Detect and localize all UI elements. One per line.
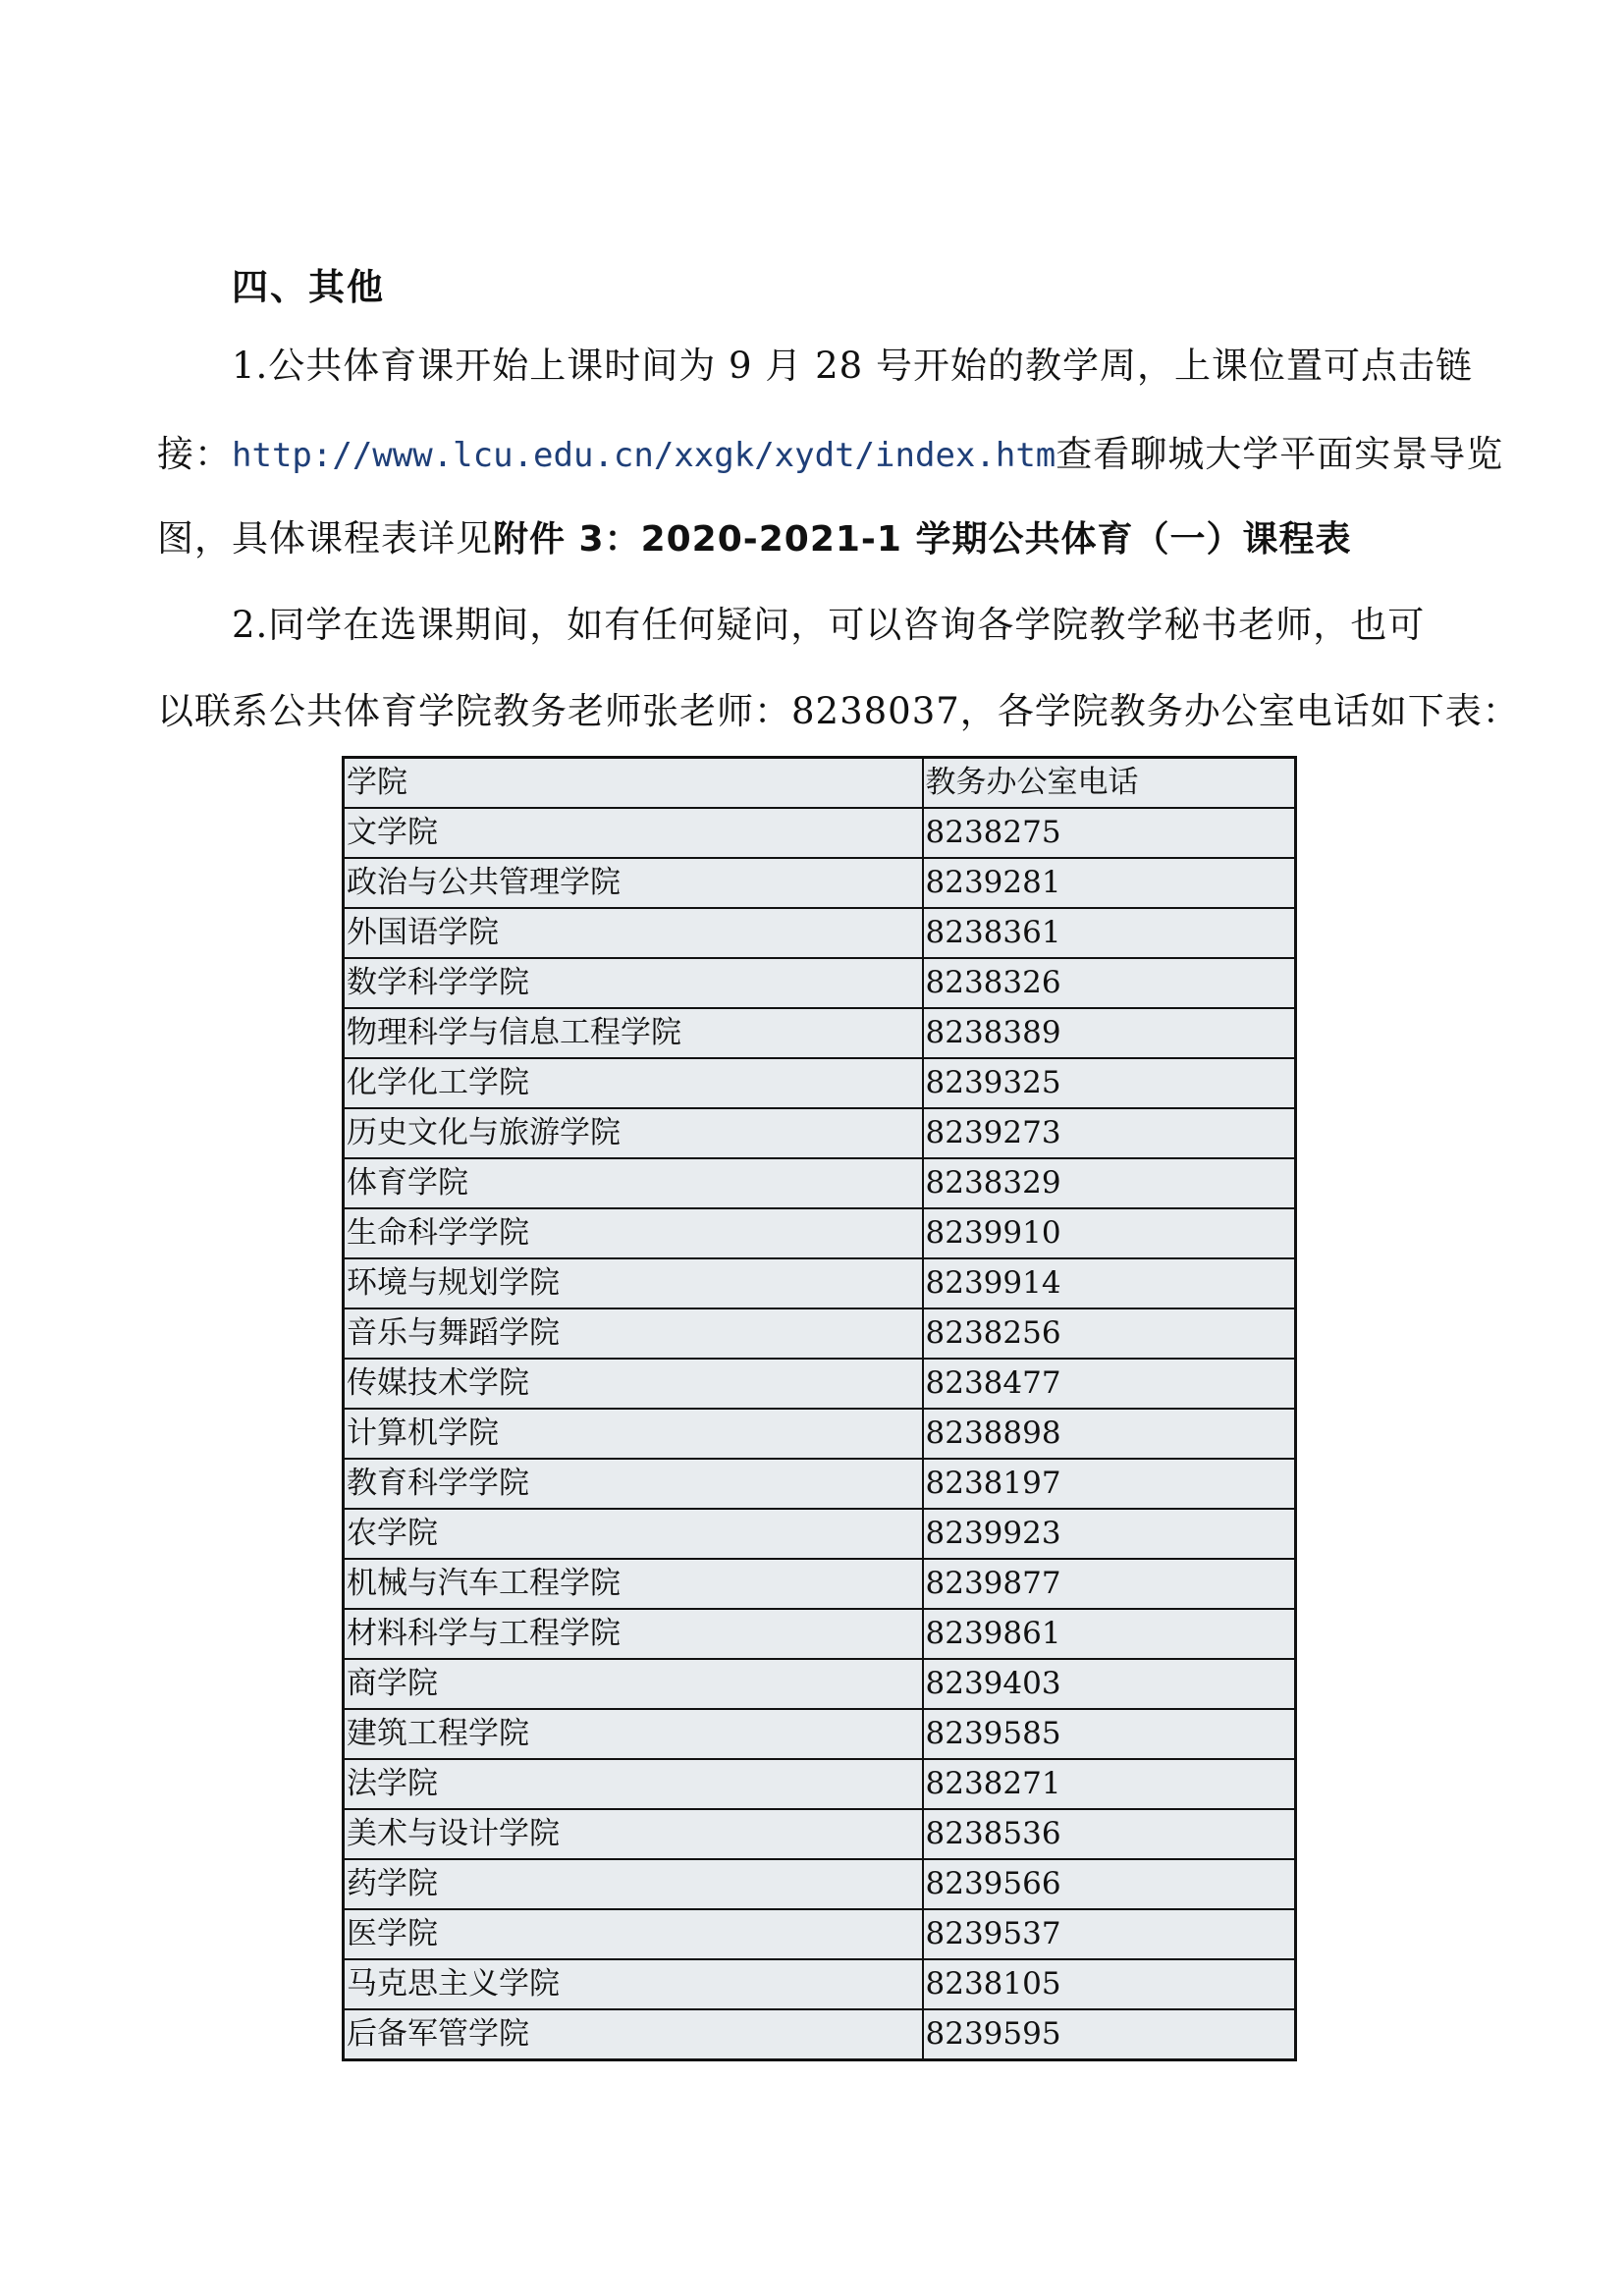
header-phone: 教务办公室电话	[923, 758, 1296, 809]
college-name-cell: 法学院	[344, 1759, 923, 1809]
table-row	[344, 808, 1296, 858]
para2-line2: 以联系公共体育学院教务老师张老师：8238037，各学院教务办公室电话如下表：	[157, 690, 1520, 732]
table-row	[344, 1359, 1296, 1409]
phone-cell: 8239585	[923, 1709, 1296, 1759]
college-name-cell: 商学院	[344, 1659, 923, 1709]
phone-cell: 8238105	[923, 1959, 1296, 2009]
para1-line1: 1.公共体育课开始上课时间为 9 月 28 号开始的教学周，上课位置可点击链	[232, 345, 1473, 387]
table-row	[344, 1409, 1296, 1459]
table-row	[344, 1058, 1296, 1108]
para1-line2-suffix: 查看聊城大学平面实景导览	[1056, 433, 1504, 475]
college-name-cell: 历史文化与旅游学院	[344, 1108, 923, 1158]
phone-cell: 8238389	[923, 1008, 1296, 1058]
table-row	[344, 1709, 1296, 1759]
college-name-cell: 计算机学院	[344, 1409, 923, 1459]
table-header-row	[344, 758, 1296, 809]
college-name-cell: 物理科学与信息工程学院	[344, 1008, 923, 1058]
college-name-cell: 材料科学与工程学院	[344, 1609, 923, 1659]
table-row	[344, 908, 1296, 958]
table-row	[344, 1008, 1296, 1058]
college-name-cell: 化学化工学院	[344, 1058, 923, 1108]
table-row	[344, 1559, 1296, 1609]
college-name-cell: 传媒技术学院	[344, 1359, 923, 1409]
college-name-cell: 机械与汽车工程学院	[344, 1559, 923, 1609]
college-name-cell: 教育科学学院	[344, 1459, 923, 1509]
phone-cell: 8239923	[923, 1509, 1296, 1559]
college-name-cell: 体育学院	[344, 1158, 923, 1208]
table-row	[344, 1759, 1296, 1809]
office-phone-table	[342, 756, 1297, 2061]
header-college: 学院	[344, 758, 923, 809]
phone-cell: 8239914	[923, 1258, 1296, 1308]
para1-line3	[157, 514, 1351, 564]
phone-cell: 8238275	[923, 808, 1296, 858]
phone-cell: 8238197	[923, 1459, 1296, 1509]
table-row	[344, 1258, 1296, 1308]
phone-cell: 8238326	[923, 958, 1296, 1008]
phone-cell: 8239877	[923, 1559, 1296, 1609]
college-name-cell: 音乐与舞蹈学院	[344, 1308, 923, 1359]
college-name-cell: 建筑工程学院	[344, 1709, 923, 1759]
table-row	[344, 1609, 1296, 1659]
college-name-cell: 美术与设计学院	[344, 1809, 923, 1859]
college-name-cell: 农学院	[344, 1509, 923, 1559]
college-name-cell: 药学院	[344, 1859, 923, 1909]
table-row	[344, 1959, 1296, 2009]
phone-cell: 8238898	[923, 1409, 1296, 1459]
college-name-cell: 外国语学院	[344, 908, 923, 958]
phone-cell: 8239861	[923, 1609, 1296, 1659]
para1-line3-prefix: 图，具体课程表详见	[157, 517, 493, 560]
campus-map-link[interactable]: http://www.lcu.edu.cn/xxgk/xydt/index.htm	[232, 436, 1056, 475]
para1-line2	[157, 430, 1503, 480]
college-name-cell: 数学科学学院	[344, 958, 923, 1008]
table-row	[344, 1809, 1296, 1859]
phone-cell: 8239595	[923, 2009, 1296, 2060]
college-name-cell: 后备军管学院	[344, 2009, 923, 2060]
college-name-cell: 文学院	[344, 808, 923, 858]
phone-cell: 8238256	[923, 1308, 1296, 1359]
college-name-cell: 政治与公共管理学院	[344, 858, 923, 908]
college-name-cell: 生命科学学院	[344, 1208, 923, 1258]
para1-line2-prefix: 接：	[157, 433, 232, 475]
section-heading: 四、其他	[232, 266, 385, 308]
phone-cell: 8238536	[923, 1809, 1296, 1859]
phone-cell: 8238361	[923, 908, 1296, 958]
attachment-reference: 附件 3：2020-2021-1 学期公共体育（一）课程表	[493, 519, 1352, 560]
phone-cell: 8239537	[923, 1909, 1296, 1959]
table-row	[344, 2009, 1296, 2060]
table-row	[344, 1909, 1296, 1959]
table-row	[344, 1509, 1296, 1559]
phone-cell: 8238477	[923, 1359, 1296, 1409]
phone-cell: 8239325	[923, 1058, 1296, 1108]
table-row	[344, 1208, 1296, 1258]
phone-cell: 8239566	[923, 1859, 1296, 1909]
table-row	[344, 1308, 1296, 1359]
table-row	[344, 1659, 1296, 1709]
table-row	[344, 1459, 1296, 1509]
phone-cell: 8239910	[923, 1208, 1296, 1258]
phone-cell: 8239403	[923, 1659, 1296, 1709]
table-row	[344, 958, 1296, 1008]
phone-cell: 8238329	[923, 1158, 1296, 1208]
table-row	[344, 858, 1296, 908]
college-name-cell: 环境与规划学院	[344, 1258, 923, 1308]
table-row	[344, 1108, 1296, 1158]
table-row	[344, 1158, 1296, 1208]
phone-cell: 8238271	[923, 1759, 1296, 1809]
college-name-cell: 医学院	[344, 1909, 923, 1959]
para2-line1: 2.同学在选课期间，如有任何疑问，可以咨询各学院教学秘书老师，也可	[232, 604, 1426, 646]
phone-cell: 8239273	[923, 1108, 1296, 1158]
phone-cell: 8239281	[923, 858, 1296, 908]
table-row	[344, 1859, 1296, 1909]
college-name-cell: 马克思主义学院	[344, 1959, 923, 2009]
